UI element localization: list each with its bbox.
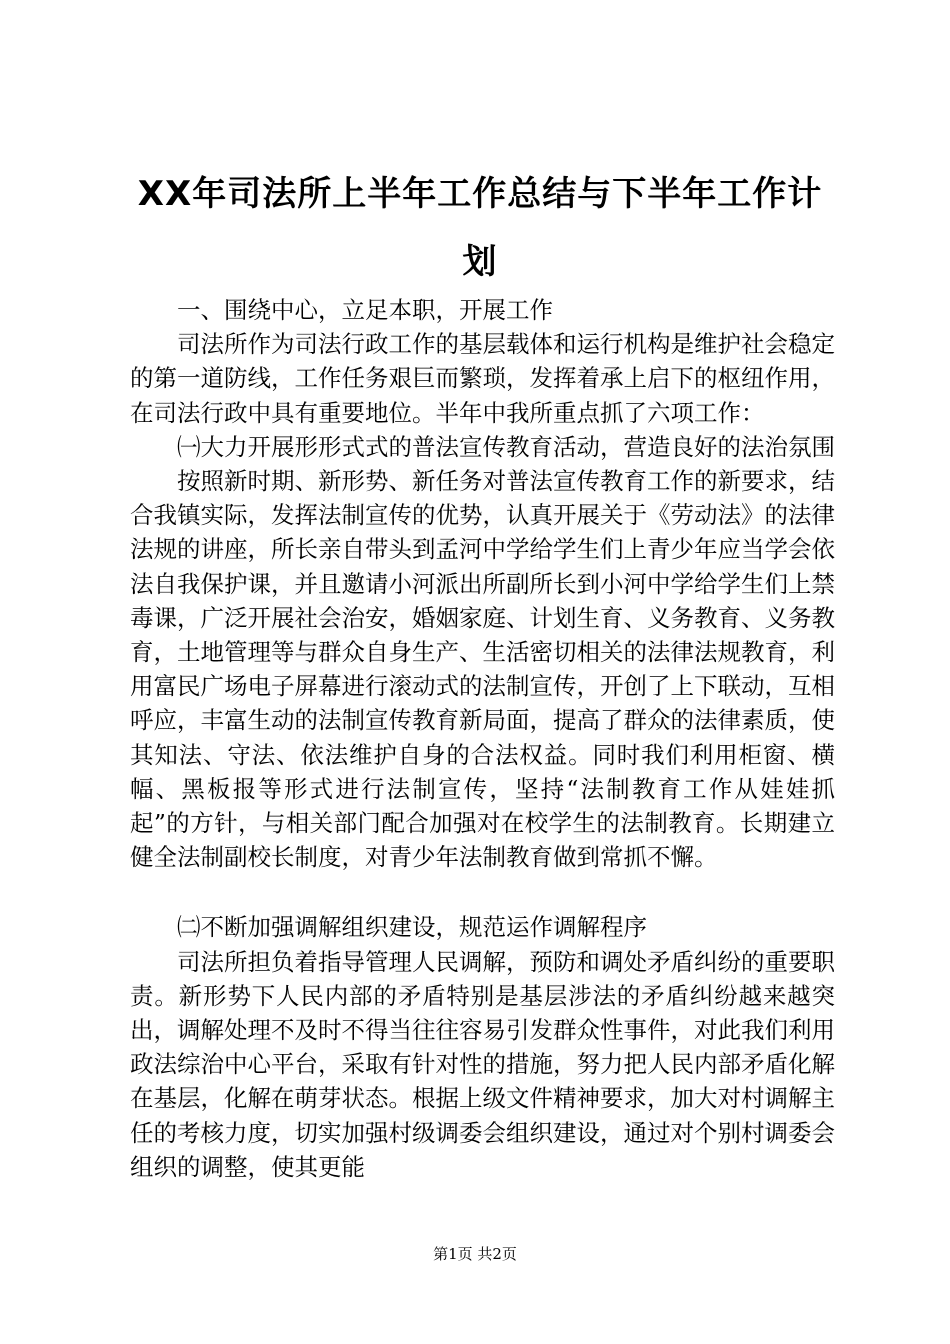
section-heading-1: 一、围绕中心，立足本职，开展工作	[177, 296, 553, 324]
document-body	[130, 293, 835, 1184]
subsection-heading-2: ㈡不断加强调解组织建设，规范运作调解程序	[177, 913, 647, 942]
paragraph-intro: 司法所作为司法行政工作的基层载体和运行机构是维护社会稳定的第一道防线，工作任务艰巨而繁琐，发挥着承上启下的枢纽作用，在司法行政中具有重要地位。半年中我所重点抓了六项工作：	[130, 330, 835, 427]
document-title: XX年司法所上半年工作总结与下半年工作计划	[137, 174, 823, 282]
paragraph-legal-education: 按照新时期、新形势、新任务对普法宣传教育工作的新要求，结合我镇实际，发挥法制宣传的优势，认真开展关于《劳动法》的法律法规的讲座，所长亲自带头到孟河中学给学生们上青少年应当学会依法自我保护课，并且邀请小河派出所副所长到小河中学给学生们上禁毒课，广泛开展社会治安，婚姻家庭、计划生育、义务教育、义务教育，土地管理等与群众自身生产、生活密切相关的法律法规教育，利用富民广场电子屏幕进行滚动式的法制宣传，开创了上下联动，互相呼应，丰富生动的法制宣传教育新局面，提高了群众的法律素质，使其知法、守法、依法维护自身的合法权益。同时我们利用柜窗、横幅、黑板报等形式进行法制宣传，坚持“法制教育工作从娃娃抓起”的方针，与相关部门配合加强对在校学生的法制教育。长期建立健全法制副校长制度，对青少年法制教育做到常抓不懈。	[130, 467, 835, 872]
paragraph-mediation: 司法所担负着指导管理人民调解，预防和调处矛盾纠纷的重要职责。新形势下人民内部的矛盾特别是基层涉法的矛盾纠纷越来越突出，调解处理不及时不得当往往容易引发群众性事件，对此我们利用政法综治中心平台，采取有针对性的措施，努力把人民内部矛盾化解在基层，化解在萌芽状态。根据上级文件精神要求，加大对村调解主任的考核力度，切实加强村级调委会组织建设，通过对个别村调委会组织的调整，使其更能	[130, 947, 835, 1181]
subsection-heading-1: ㈠大力开展形形式式的普法宣传教育活动，营造良好的法治氛围	[177, 432, 835, 461]
page-number-footer: 第1页 共2页	[433, 1245, 517, 1263]
